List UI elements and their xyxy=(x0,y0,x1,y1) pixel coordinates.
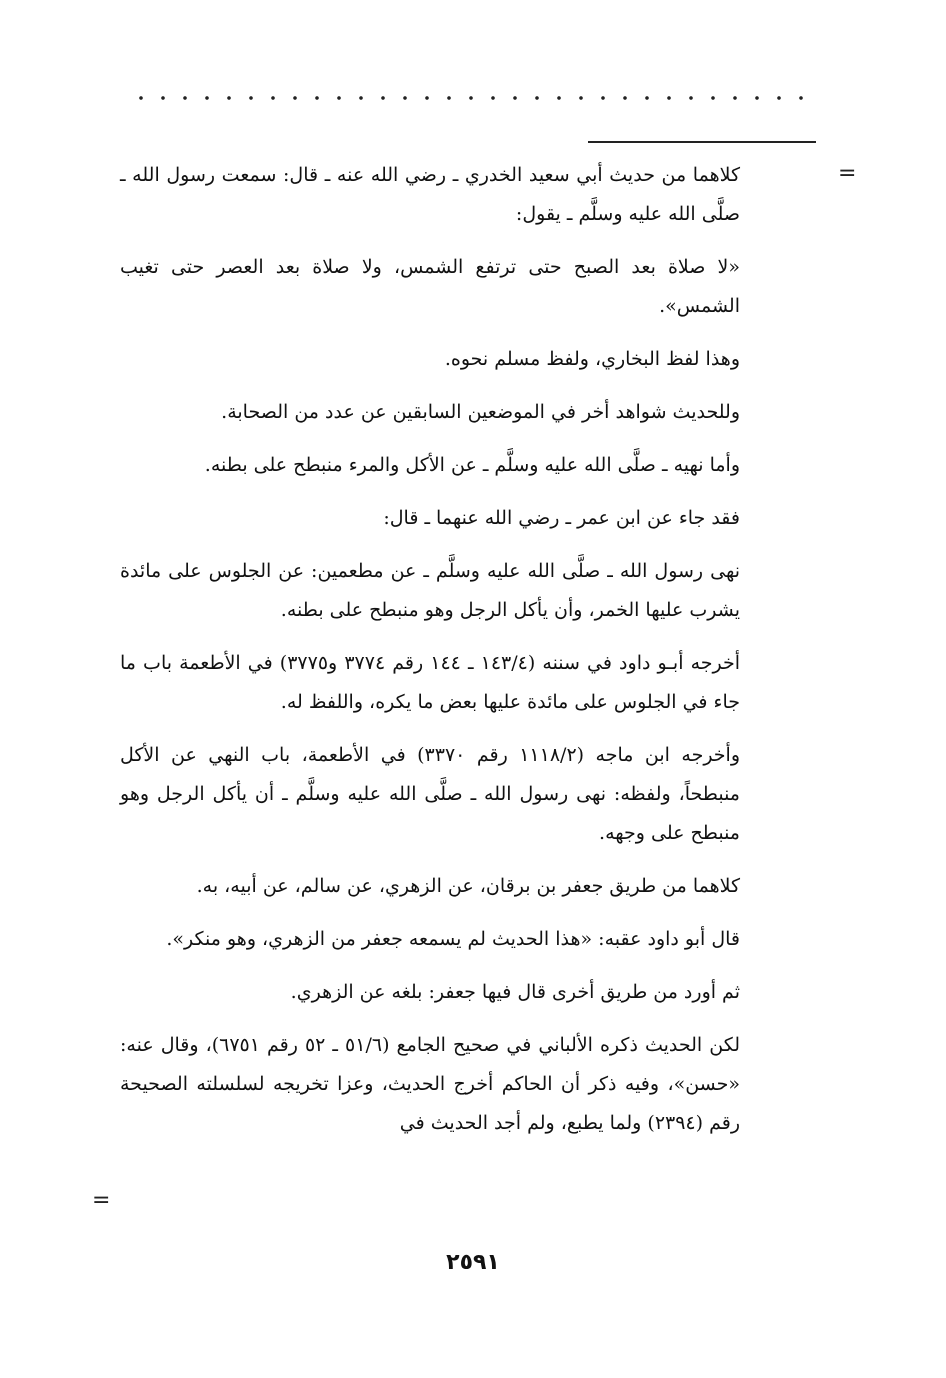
continuation-mark-bottom: = xyxy=(92,1188,111,1213)
paragraph: كلاهما من حديث أبي سعيد الخدري ـ رضي الله عنه ـ قال: سمعت رسول الله ـ صلَّى الله عليه وسلَّم ـ يقول: xyxy=(120,164,740,225)
paragraph: كلاهما من طريق جعفر بن برقان، عن الزهري، عن سالم، عن أبيه، به. xyxy=(196,875,740,897)
dotted-separator xyxy=(130,88,820,108)
footnote-rule xyxy=(588,141,816,143)
paragraph: وللحديث شواهد أخر في الموضعين السابقين عن عدد من الصحابة. xyxy=(221,401,740,423)
continuation-mark-top: = xyxy=(838,161,857,186)
page-body xyxy=(120,156,740,1157)
paragraph: ثم أورد من طريق أخرى قال فيها جعفر: بلغه عن الزهري. xyxy=(290,981,740,1003)
page-number: ٢٥٩١ xyxy=(446,1250,500,1275)
paragraph: «لا صلاة بعد الصبح حتى ترتفع الشمس، ولا صلاة بعد العصر حتى تغيب الشمس». xyxy=(120,256,740,317)
paragraph: فقد جاء عن ابن عمر ـ رضي الله عنهما ـ قال: xyxy=(383,507,740,529)
paragraph: نهى رسول الله ـ صلَّى الله عليه وسلَّم ـ عن مطعمين: عن الجلوس على مائدة يشرب عليها الخمر، وأن يأكل الرجل وهو منبطح على بطنه. xyxy=(120,560,740,621)
paragraph: قال أبو داود عقبه: «هذا الحديث لم يسمعه جعفر من الزهري، وهو منكر». xyxy=(166,928,740,950)
paragraph: أخرجه أبـو داود في سننه (١٤٣/٤ ـ ١٤٤ رقم ٣٧٧٤ و٣٧٧٥) في الأطعمة باب ما جاء في الجلوس على مائدة عليها بعض ما يكره، واللفظ له. xyxy=(120,652,741,713)
paragraph: لكن الحديث ذكره الألباني في صحيح الجامع (٥١/٦ ـ ٥٢ رقم ٦٧٥١)، وقال عنه: «حسن»، وفيه ذكر أن الحاكم أخرج الحديث، وعزا تخريجه لسلسلته الصحيحة رقم (٢٣٩٤) ولما يطبع، ولم أجد الحديث في xyxy=(120,1034,741,1134)
paragraph: وأما نهيه ـ صلَّى الله عليه وسلَّم ـ عن الأكل والمرء منبطح على بطنه. xyxy=(204,454,740,476)
paragraph: وأخرجه ابن ماجه (١١١٨/٢ رقم ٣٣٧٠) في الأطعمة، باب النهي عن الأكل منبطحاً، ولفظه: نهى رسول الله ـ صلَّى الله عليه وسلَّم ـ أن يأكل الرجل وهو منبطح على وجهه. xyxy=(120,744,741,844)
paragraph: وهذا لفظ البخاري، ولفظ مسلم نحوه. xyxy=(444,348,740,370)
